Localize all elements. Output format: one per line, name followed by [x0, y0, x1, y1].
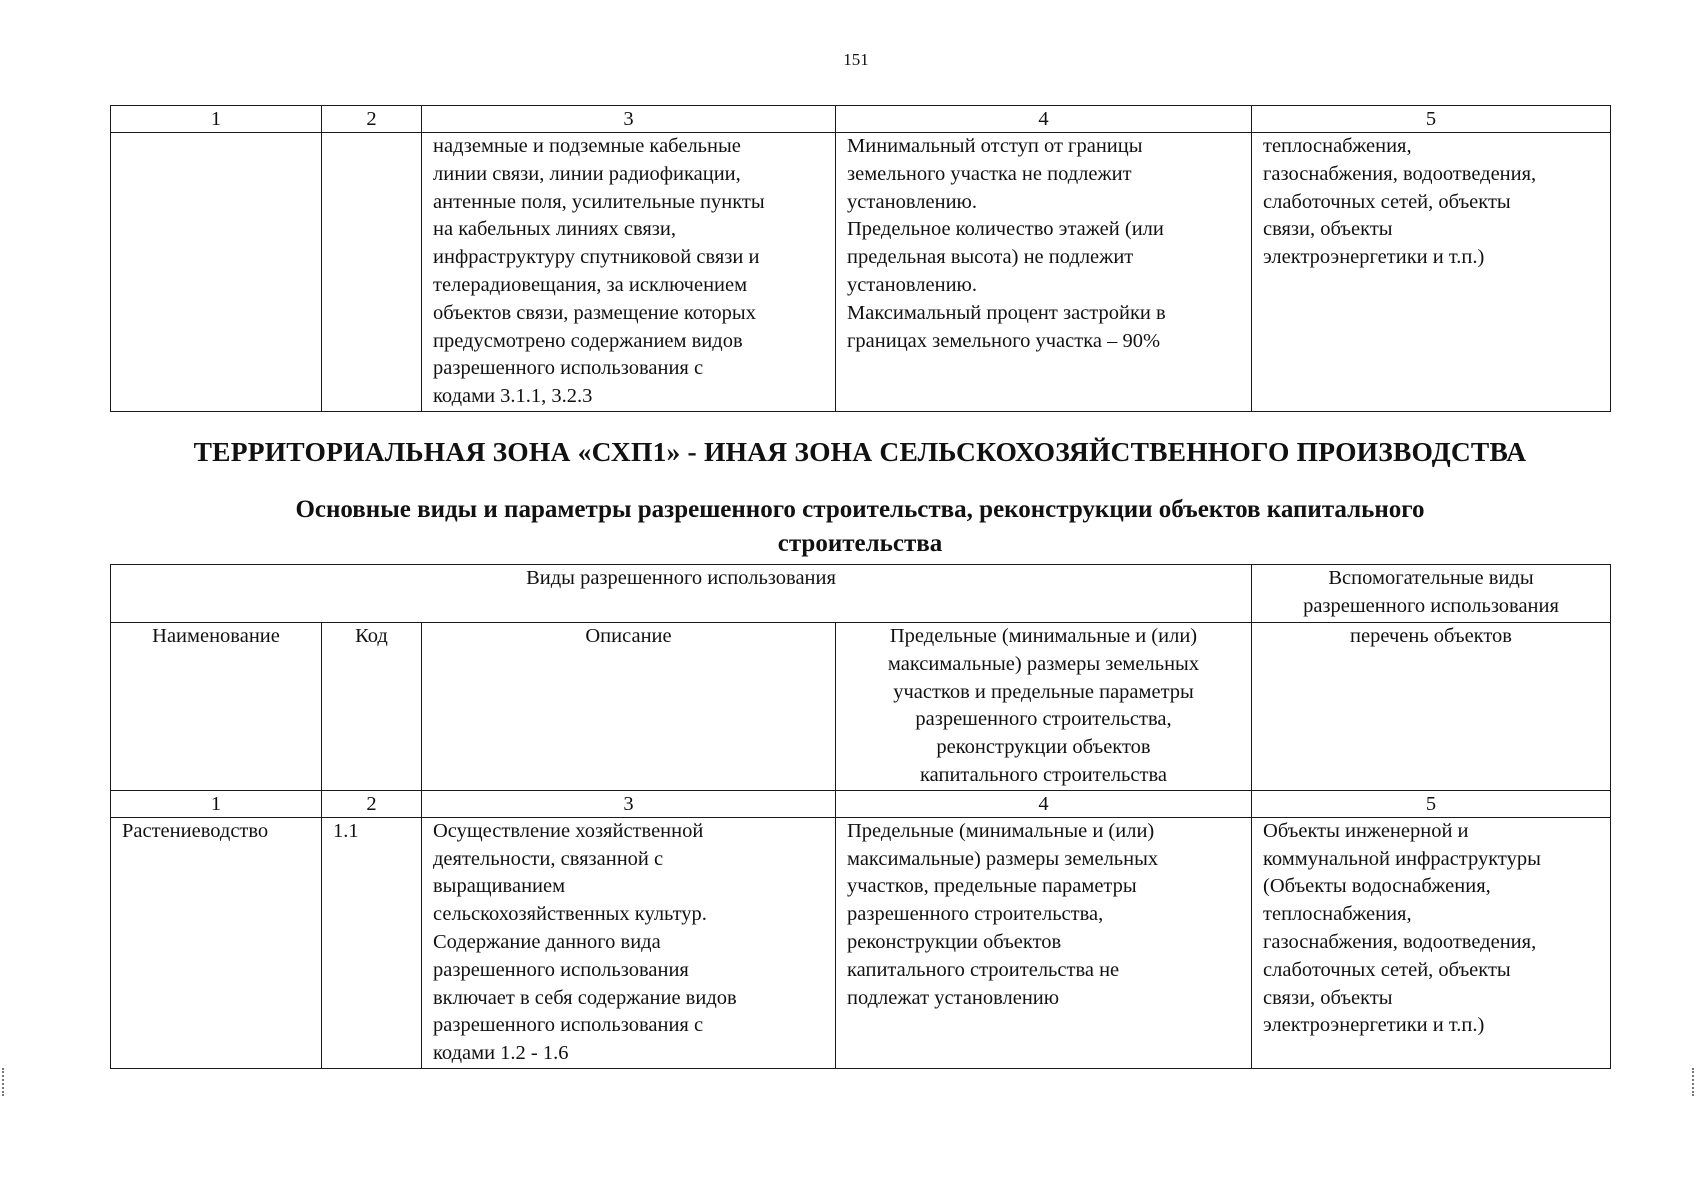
table-row [111, 817, 1611, 1068]
header-line: разрешенного строительства, [915, 708, 1172, 731]
header-line: участков и предельные параметры [893, 680, 1194, 703]
column-number-4: 4 [836, 106, 1252, 133]
text-line: разрешенного строительства, [847, 903, 1104, 926]
header-columns-row [111, 623, 1611, 791]
text-line: максимальные) размеры земельных [847, 847, 1159, 870]
text-line: границах земельного участка – 90% [847, 329, 1161, 352]
text-line: линии связи, линии радиофикации, [433, 162, 741, 185]
column-number-row [111, 790, 1611, 817]
header-parameters [836, 623, 1252, 791]
header-description: Описание [422, 623, 836, 791]
text-line: теплоснабжения, [1263, 903, 1412, 926]
row-auxiliary [1252, 817, 1611, 1068]
text-line: надземные и подземные кабельные [433, 135, 741, 157]
column-number-2: 2 [322, 106, 422, 133]
header-name: Наименование [111, 623, 322, 791]
text-line: связи, объекты [1263, 986, 1393, 1009]
continued-description-cell [422, 133, 836, 412]
row-parameters [836, 817, 1252, 1068]
header-aux-list: перечень объектов [1252, 623, 1611, 791]
text-line: Предельные (минимальные и (или) [847, 819, 1155, 842]
permitted-use-table [110, 564, 1611, 1069]
row-description [422, 817, 836, 1068]
text-line: Содержание данного вида [433, 930, 661, 953]
text-line: предусмотрено содержанием видов [433, 329, 743, 352]
text-line: коммунальной инфраструктуры [1263, 847, 1541, 870]
column-number-row [111, 106, 1611, 133]
continued-table [110, 105, 1611, 412]
text-line: земельного участка не подлежит [847, 162, 1132, 185]
row-name: Растениеводство [111, 817, 322, 1068]
continued-code-cell [322, 133, 422, 412]
header-group-row [111, 565, 1611, 623]
text-line: разрешенного использования с [433, 1014, 704, 1037]
zone-title: ТЕРРИТОРИАЛЬНАЯ ЗОНА «СХП1» - ИНАЯ ЗОНА СЕЛЬСКОХОЗЯЙСТВЕННОГО ПРОИЗВОДСТВА [193, 436, 1527, 467]
header-line: максимальные) размеры земельных [887, 652, 1200, 675]
column-number-4: 4 [836, 790, 1252, 817]
header-group-main: Виды разрешенного использования [111, 565, 1252, 623]
continued-name-cell [111, 133, 322, 412]
text-line: электроэнергетики и т.п.) [1263, 1014, 1485, 1037]
header-line: Предельные (минимальные и (или) [889, 625, 1198, 647]
header-code: Код [322, 623, 422, 791]
scan-edge-mark-right [1692, 1068, 1696, 1096]
continued-parameters-cell [836, 133, 1252, 412]
text-line: телерадиовещания, за исключением [433, 273, 748, 296]
text-line: антенные поля, усилительные пункты [433, 190, 765, 213]
column-number-3: 3 [422, 106, 836, 133]
text-line: сельскохозяйственных культур. [433, 903, 707, 926]
text-line: деятельности, связанной с [433, 847, 664, 870]
section-title [110, 493, 1610, 561]
header-line: реконструкции объектов [936, 736, 1151, 759]
text-line: реконструкции объектов [847, 930, 1062, 953]
text-line: разрешенного использования [433, 958, 689, 981]
text-line: предельная высота) не подлежит [847, 246, 1134, 269]
text-line: кодами 3.1.1, 3.2.3 [433, 385, 593, 408]
text-line: газоснабжения, водоотведения, [1263, 930, 1537, 953]
header-line: Вспомогательные виды [1328, 567, 1534, 589]
text-line: подлежат установлению [847, 986, 1060, 1009]
column-number-1: 1 [111, 790, 322, 817]
section-title-line: строительства [777, 530, 943, 557]
row-code: 1.1 [322, 817, 422, 1068]
text-line: (Объекты водоснабжения, [1263, 875, 1491, 898]
text-line: Минимальный отступ от границы [847, 135, 1143, 157]
text-line: капитального строительства не [847, 958, 1120, 981]
column-number-5: 5 [1252, 790, 1611, 817]
text-line: теплоснабжения, [1263, 135, 1412, 157]
text-line: установлению. [847, 190, 977, 213]
text-line: связи, объекты [1263, 218, 1393, 241]
text-line: объектов связи, размещение которых [433, 301, 756, 324]
section-title-line: Основные виды и параметры разрешенного строительства, реконструкции объектов капитального [295, 496, 1425, 523]
header-group-aux [1252, 565, 1611, 623]
header-line: разрешенного использования [1303, 594, 1559, 617]
text-line: Осуществление хозяйственной [433, 819, 704, 842]
continued-auxiliary-cell [1252, 133, 1611, 412]
text-line: кодами 1.2 - 1.6 [433, 1042, 569, 1065]
text-line: Предельное количество этажей (или [847, 218, 1164, 241]
column-number-2: 2 [322, 790, 422, 817]
scan-edge-mark-left [2, 1068, 6, 1096]
text-line: выращиванием [433, 875, 566, 898]
page-number: 151 [843, 50, 869, 69]
text-line: разрешенного использования с [433, 357, 704, 380]
text-line: включает в себя содержание видов [433, 986, 737, 1009]
continued-row [111, 133, 1611, 412]
column-number-1: 1 [111, 106, 322, 133]
column-number-3: 3 [422, 790, 836, 817]
header-line: капитального строительства [920, 763, 1167, 786]
text-line: участков, предельные параметры [847, 875, 1137, 898]
column-number-5: 5 [1252, 106, 1611, 133]
text-line: инфраструктуру спутниковой связи и [433, 246, 760, 269]
text-line: слаботочных сетей, объекты [1263, 190, 1511, 213]
text-line: Максимальный процент застройки в [847, 301, 1166, 324]
text-line: слаботочных сетей, объекты [1263, 958, 1511, 981]
text-line: на кабельных линиях связи, [433, 218, 676, 241]
text-line: электроэнергетики и т.п.) [1263, 246, 1485, 269]
text-line: установлению. [847, 273, 977, 296]
text-line: газоснабжения, водоотведения, [1263, 162, 1537, 185]
text-line: Объекты инженерной и [1263, 819, 1469, 842]
